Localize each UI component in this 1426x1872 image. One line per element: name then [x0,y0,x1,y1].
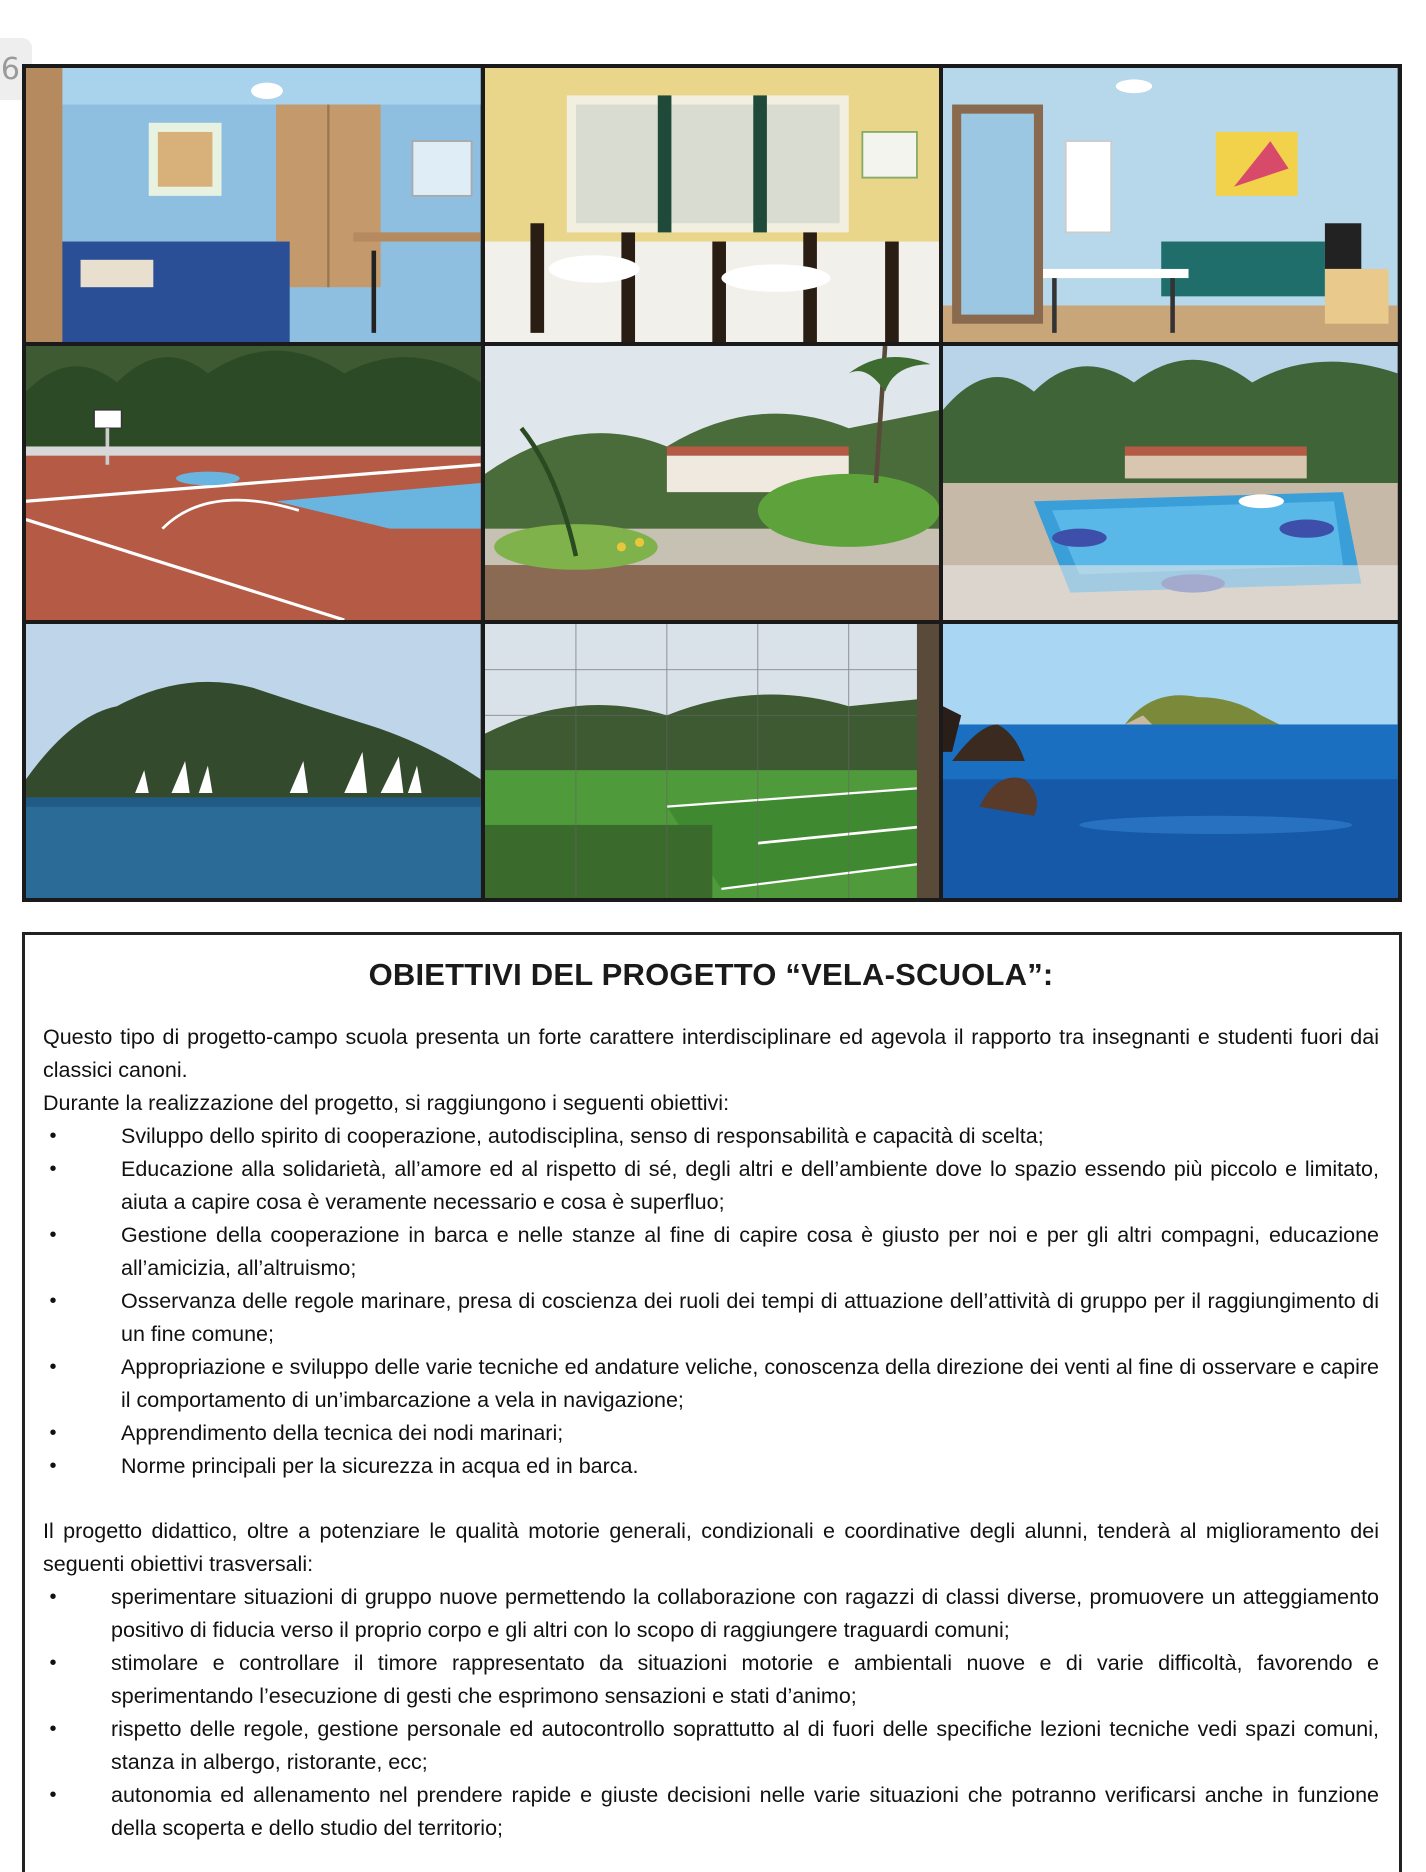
bullet-icon: • [49,1455,57,1477]
island-sea-photo [943,624,1398,898]
list-item: • stimolare e controllare il timore rappresentato da situazioni motorie e ambientali nuove e di varie difficoltà, favorendo e sperimentando l’esecuzione di gesti che esprimono sensazioni e stati d’animo; [43,1647,1379,1713]
list-item: • Norme principali per la sicurezza in acqua ed in barca. [43,1450,1379,1483]
list-item: • Appropriazione e sviluppo delle varie tecniche ed andature veliche, conoscenza della direzione dei venti al fine di osservare e capire il comportamento di un’imbarcazione a vela in navigazione; [43,1351,1379,1417]
hotel-bedroom-photo [26,68,481,342]
section-title: OBIETTIVI DEL PROGETTO “VELA-SCUOLA”: [368,957,1054,992]
bullet-icon: • [49,1718,57,1740]
page-number-text: 6 [0,51,20,87]
transversal-list [43,1581,1379,1845]
bullet-icon: • [49,1158,57,1180]
bullet-icon: • [49,1586,57,1608]
list-item: • Osservanza delle regole marinare, presa di coscienza dei ruoli dei tempi di attuazione dell’attività di gruppo per il raggiungimento di un fine comune; [43,1285,1379,1351]
bullet-icon: • [49,1784,57,1806]
bullet-icon: • [49,1125,57,1147]
list-item: • sperimentare situazioni di gruppo nuove permettendo la collaborazione con ragazzi di classi diverse, promuovere un atteggiamento positivo di fiducia verso il proprio corpo e gli altri con lo scopo di raggiungere traguardi comuni; [43,1581,1379,1647]
bullet-icon: • [49,1356,57,1378]
tennis-court-photo [485,624,940,898]
apartment-living-room-photo [943,68,1398,342]
list-item: • Gestione della cooperazione in barca e nelle stanze al fine di capire cosa è giusto per noi e per gli altri compagni, educazione all’amicizia, all’altruismo; [43,1219,1379,1285]
garden-terrace-photo [485,346,940,620]
list-item: • Sviluppo dello spirito di cooperazione, autodisciplina, senso di responsabilità e capacità di scelta; [43,1120,1379,1153]
objectives-list [43,1120,1379,1483]
intro-paragraph: Questo tipo di progetto-campo scuola presenta un forte carattere interdisciplinare ed agevola il rapporto tra insegnanti e studenti fuori dai classici canoni. [43,1025,1379,1082]
list-item: • Apprendimento della tecnica dei nodi marinari; [43,1417,1379,1450]
bullet-icon: • [49,1422,57,1444]
list-item: • autonomia ed allenamento nel prendere rapide e giuste decisioni nelle varie situazioni che potranno verificarsi anche in funzione della scoperta e dello studio del territorio; [43,1779,1379,1845]
bullet-icon: • [49,1290,57,1312]
photo-gallery [22,64,1402,902]
objectives-lead: Durante la realizzazione del progetto, si raggiungono i seguenti obiettivi: [43,1091,730,1115]
sailing-boats-photo [26,624,481,898]
list-item: • Educazione alla solidarietà, all’amore ed al rispetto di sé, degli altri e dell’ambiente dove lo spazio essendo più piccolo e limitato, aiuta a capire cosa è veramente necessario e cosa è superfluo; [43,1153,1379,1219]
swimming-pool-photo [943,346,1398,620]
basketball-court-photo [26,346,481,620]
bullet-icon: • [49,1652,57,1674]
list-item: • rispetto delle regole, gestione personale ed autocontrollo soprattutto al di fuori delle specifiche lezioni tecniche vedi spazi comuni, stanza in albergo, ristorante, ecc; [43,1713,1379,1779]
objectives-text-box [22,932,1402,1872]
transversal-intro: Il progetto didattico, oltre a potenziare le qualità motorie generali, condizionali e coordinative degli alunni, tenderà al miglioramento dei seguenti obiettivi trasversali: [43,1519,1379,1576]
bullet-icon: • [49,1224,57,1246]
restaurant-dining-photo [485,68,940,342]
